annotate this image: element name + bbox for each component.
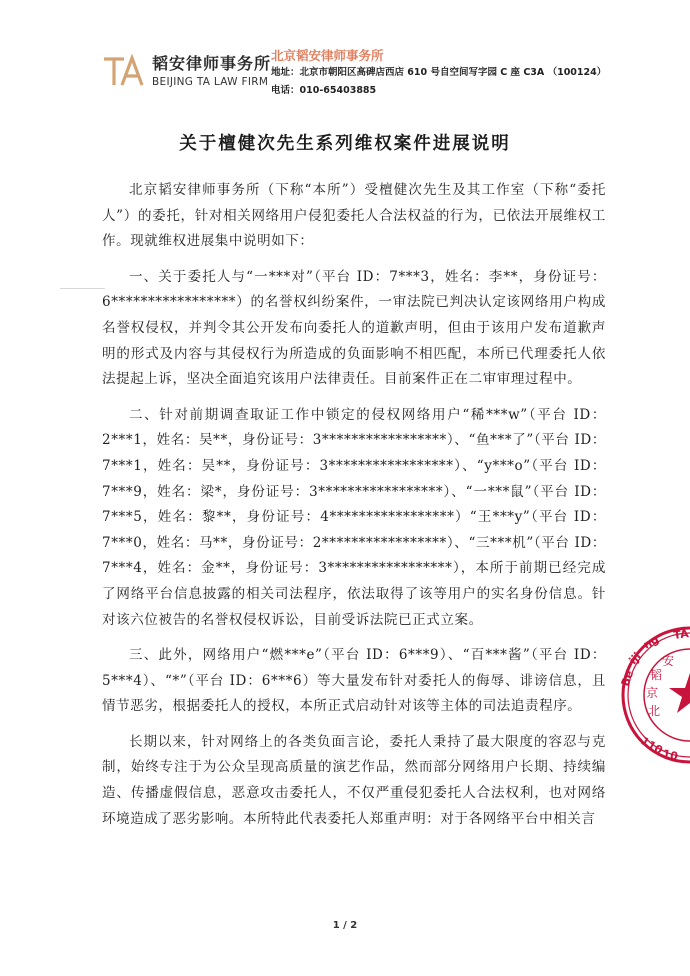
firm-phone: 电话：010-65403885 <box>271 85 377 96</box>
official-seal-icon <box>620 625 690 765</box>
ta-logo-icon <box>102 54 146 90</box>
paragraph-section-1: 一、关于委托人与“一***对”（平台 ID：7***3，姓名：李**，身份证号：6*****************）的名誉权纠纷案件，一审法院已判决认定该网络用户构成名誉权侵权，并判令其公开发布向委托人的道歉声明，但由于该用户发布道歉声明的形式及内容与其侵权行为所造成的负面影响不相匹配，本所已代理委托人依法提起上诉，坚决全面追究该用户法律责任。目前案件正在二审审理过程中。 <box>102 268 606 388</box>
firm-contact-info <box>271 48 606 100</box>
logo-english-name: BEIJING TA LAW FIRM <box>152 76 269 88</box>
svg-text:10: 10 <box>661 747 680 764</box>
letterhead <box>100 48 620 98</box>
svg-text:ng: ng <box>641 632 662 652</box>
logo-chinese-name: 韬安律师事务所 <box>152 54 272 73</box>
svg-text:iji: iji <box>626 649 644 668</box>
scan-artifact-line <box>60 288 105 289</box>
firm-logo <box>102 54 271 90</box>
svg-text:Be: Be <box>620 668 637 689</box>
svg-text:TA: TA <box>672 626 690 642</box>
paragraph-statement: 长期以来，针对网络上的各类负面言论，委托人秉持了最大限度的容忍与克制，始终专注于为公众呈现高质量的演艺作品，然而部分网络用户长期、持续编造、传播虚假信息，恶意攻击委托人，不仅严重侵犯委托人合法权利，也对网络环境造成了恶劣影响。本所特此代表委托人郑重声明：对于各网络平台中相关言 <box>102 733 606 827</box>
firm-name: 北京韬安律师事务所 <box>271 48 384 63</box>
firm-address: 地址：北京市朝阳区高碑店西店 610 号自空间写字园 C 座 C3A （100124） <box>271 67 607 78</box>
page-number: 1 / 2 <box>332 920 358 931</box>
svg-text:京: 京 <box>646 686 659 700</box>
svg-text:安: 安 <box>662 654 675 668</box>
paragraph-section-3: 三、此外，网络用户“燃***e”（平台 ID：6***9）、“百***酱”（平台 ID：5***4）、“*”（平台 ID：6***6）等大量发布针对委托人的侮辱、诽谤信息，且情节恶劣，根据委托人的授权，本所正式启动针对该等主体的司法追责程序。 <box>102 647 606 715</box>
svg-text:110: 110 <box>638 734 665 758</box>
document-title: 关于檀健次先生系列维权案件进展说明 <box>179 134 511 154</box>
svg-text:北: 北 <box>648 704 661 718</box>
svg-text:韬: 韬 <box>650 668 663 682</box>
paragraph-section-2: 二、针对前期调查取证工作中锁定的侵权网络用户“稀***w”（平台 ID：2***1，姓名：吴**，身份证号：3*****************）、“鱼***了”（平台 ID：7***1，姓名：吴**，身份证号：3*****************）、“y***o”（平台 ID：7***9，姓名：梁*，身份证号：3*****************）、“一***鼠”（平台 ID：7***5，姓名：黎**，身份证号：4*****************）“王***y”（平台 ID：7***0，姓名：马**，身份证号：2*****************）、“三***机”（平台 ID：7***4，姓名：金**，身份证号：3*****************），本所于前期已经完成了网络平台信息披露的相关司法程序，依法取得了该等用户的实名身份信息。针对该六位被告的名誉权侵权诉讼，目前受诉法院已正式立案。 <box>102 406 606 628</box>
document-body <box>102 178 606 842</box>
paragraph-intro: 北京韬安律师事务所（下称“本所”）受檀健次先生及其工作室（下称“委托人”）的委托，针对相关网络用户侵犯委托人合法权益的行为，已依法开展维权工作。现就维权进展集中说明如下： <box>102 182 606 250</box>
